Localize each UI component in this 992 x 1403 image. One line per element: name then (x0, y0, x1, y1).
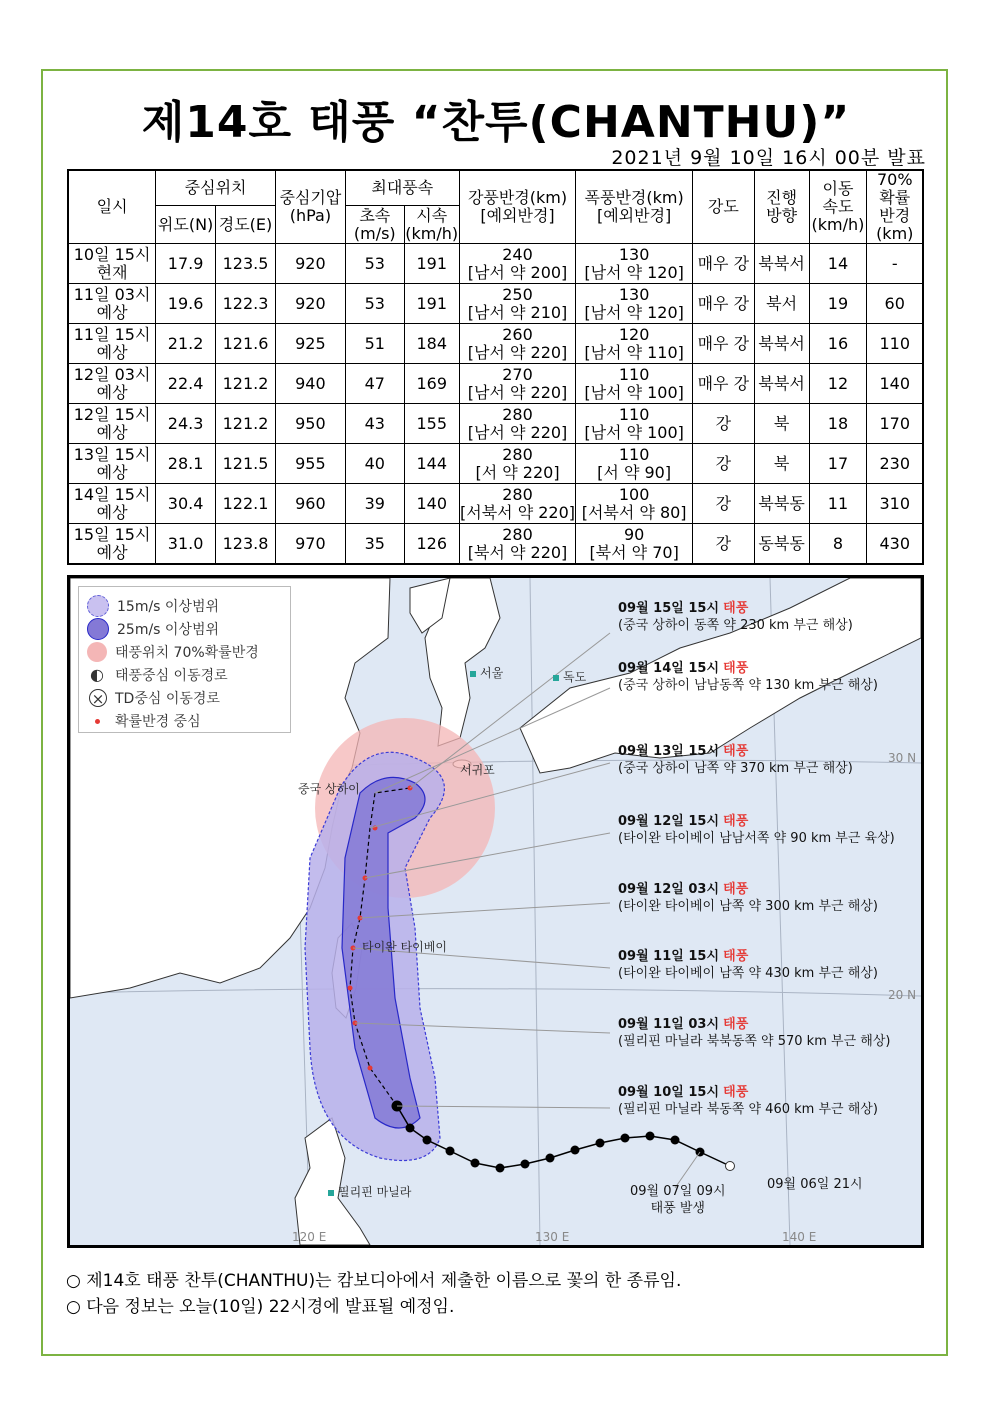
marker-icon (553, 675, 559, 681)
legend-item (87, 618, 219, 640)
time-cell: 10일 15시 현재 (68, 244, 156, 284)
pressure-cell: 960 (275, 484, 345, 524)
place-manila: 필리핀 마닐라 (328, 1183, 411, 1200)
direction-cell: 북북서 (754, 364, 809, 404)
direction-cell: 북서 (754, 284, 809, 324)
prob-radius-cell: 310 (867, 484, 923, 524)
time-cell: 12일 03시 예상 (68, 364, 156, 404)
speed-cell: 17 (809, 444, 867, 484)
prob-radius-cell: 430 (867, 524, 923, 565)
genesis-label: 09월 07일 09시 태풍 발생 (630, 1184, 726, 1216)
grid-label-30n: 30 N (888, 751, 917, 765)
storm-radius-cell: 130 [남서 약 120] (576, 284, 693, 324)
map-legend (78, 586, 291, 733)
wind15-circle-icon (87, 595, 109, 617)
typhoon-symbol-icon (446, 1147, 455, 1156)
grid-lon-130 (530, 578, 540, 1245)
header-direction: 진행 방향 (754, 170, 809, 244)
note-next-release: ○ 다음 정보는 오늘(10일) 22시경에 발표될 예정임. (66, 1297, 455, 1317)
strong-radius-cell: 260 [남서 약 220] (459, 324, 576, 364)
header-strong-radius: 강풍반경(km) [예외반경] (459, 170, 576, 244)
lon-cell: 123.8 (216, 524, 276, 565)
red-dot-icon (368, 1066, 373, 1071)
intensity-cell: 매우 강 (692, 244, 754, 284)
table-row (68, 324, 923, 364)
place-seogwipo: 서귀포 (460, 763, 495, 777)
time-cell: 12일 15시 예상 (68, 404, 156, 444)
pressure-cell: 970 (275, 524, 345, 565)
grid-lat-20 (70, 989, 921, 996)
wind-ms-cell: 51 (345, 324, 404, 364)
legend-item (87, 687, 220, 709)
page-title: 제14호 태풍 “찬투(CHANTHU)” (141, 97, 851, 148)
header-speed: 이동 속도 (km/h) (809, 170, 867, 244)
legend-label: 15m/s 이상범위 (117, 599, 220, 615)
marker-icon (470, 671, 476, 677)
red-dot-icon (348, 986, 353, 991)
intensity-cell: 매우 강 (692, 324, 754, 364)
wind-ms-cell: 47 (345, 364, 404, 404)
header-time: 일시 (68, 170, 156, 244)
forecast-position-label: 09월 12일 03시 태풍 (타이완 타이베이 남쪽 약 300 km 부근 해상) (618, 882, 878, 914)
forecast-position-label: 09월 13일 15시 태풍 (중국 상하이 남쪽 약 370 km 부근 해상) (618, 744, 853, 776)
wind-kmh-cell: 140 (404, 484, 459, 524)
speed-cell: 18 (809, 404, 867, 444)
storm-radius-cell: 130 [남서 약 120] (576, 244, 693, 284)
td-circle-x-icon: × (89, 689, 107, 707)
legend-item (87, 664, 228, 686)
intensity-cell: 매우 강 (692, 284, 754, 324)
header-intensity: 강도 (692, 170, 754, 244)
forecast-position-label: 09월 11일 03시 태풍 (필리핀 마닐라 북북동쪽 약 570 km 부근 해상) (618, 1017, 891, 1049)
lat-cell: 19.6 (156, 284, 216, 324)
intensity-cell: 매우 강 (692, 364, 754, 404)
typhoon-symbol-icon (521, 1160, 530, 1169)
prob70-circle-icon (87, 642, 107, 662)
wind-kmh-cell: 144 (404, 444, 459, 484)
prob-radius-cell: 230 (867, 444, 923, 484)
wind-kmh-cell: 155 (404, 404, 459, 444)
forecast-position-label: 09월 12일 15시 태풍 (타이완 타이베이 남남서쪽 약 90 km 부근 육상) (618, 814, 895, 846)
grid-label-130e: 130 E (535, 1230, 570, 1244)
storm-radius-cell: 110 [남서 약 100] (576, 364, 693, 404)
strong-radius-cell: 280 [서 약 220] (459, 444, 576, 484)
lat-cell: 24.3 (156, 404, 216, 444)
strong-radius-cell: 280 [남서 약 220] (459, 404, 576, 444)
legend-item (87, 595, 219, 617)
header-storm-radius: 폭풍반경(km) [예외반경] (576, 170, 693, 244)
typhoon-track-map (67, 575, 924, 1248)
strong-radius-cell: 240 [남서 약 200] (459, 244, 576, 284)
lon-cell: 121.6 (216, 324, 276, 364)
typhoon-symbol-icon: ◐ (90, 665, 104, 684)
speed-cell: 8 (809, 524, 867, 565)
strong-radius-cell: 280 [서북서 약 220] (460, 484, 576, 522)
notes (66, 1268, 681, 1320)
wind-ms-cell: 53 (345, 244, 404, 284)
storm-radius-cell: 100 [서북서 약 80] (576, 484, 693, 524)
typhoon-symbol-icon (546, 1154, 555, 1163)
legend-item (87, 710, 201, 732)
storm-radius-cell: 90 [북서 약 70] (576, 524, 693, 565)
storm-radius-cell: 110 [남서 약 100] (576, 404, 693, 444)
direction-cell: 동북동 (754, 524, 809, 565)
wind-kmh-cell: 169 (404, 364, 459, 404)
wind-ms-cell: 39 (345, 484, 404, 524)
header-kmh: 시속 (km/h) (405, 205, 459, 243)
direction-cell: 북 (754, 444, 809, 484)
speed-cell: 12 (809, 364, 867, 404)
lat-cell: 28.1 (156, 444, 216, 484)
legend-label: 태풍중심 이동경로 (115, 668, 228, 684)
forecast-table (67, 169, 924, 565)
lon-cell: 122.3 (216, 284, 276, 324)
lon-cell: 121.2 (216, 364, 276, 404)
grid-label-140e: 140 E (782, 1230, 817, 1244)
grid-label-120e: 120 E (292, 1230, 327, 1244)
wind-kmh-cell: 126 (404, 524, 459, 565)
table-row (68, 284, 923, 324)
intensity-cell: 강 (692, 524, 754, 565)
speed-cell: 19 (809, 284, 867, 324)
wind-ms-cell: 40 (345, 444, 404, 484)
table-row (68, 484, 923, 524)
prob-radius-cell: 140 (867, 364, 923, 404)
header-pressure: 중심기압 (hPa) (275, 170, 345, 244)
storm-radius-cell: 120 [남서 약 110] (576, 324, 693, 364)
intensity-cell: 강 (692, 444, 754, 484)
pressure-cell: 920 (275, 244, 345, 284)
direction-cell: 북 (754, 404, 809, 444)
wind-kmh-cell: 184 (404, 324, 459, 364)
direction-cell: 북북동 (754, 484, 809, 524)
td-circle-x-icon (726, 1162, 735, 1171)
speed-cell: 16 (809, 324, 867, 364)
table-row (68, 524, 923, 565)
table-row (68, 244, 923, 284)
place-taipei: 타이완 타이베이 (362, 940, 447, 954)
pressure-cell: 950 (275, 404, 345, 444)
typhoon-symbol-icon (423, 1136, 432, 1145)
wind25-circle-icon (87, 618, 109, 640)
strong-radius-cell: 270 [남서 약 220] (459, 364, 576, 404)
place-shanghai: 중국 상하이 (298, 782, 360, 796)
typhoon-symbol-icon (406, 1124, 415, 1133)
typhoon-symbol-icon (496, 1164, 505, 1173)
lat-cell: 22.4 (156, 364, 216, 404)
legend-label: 태풍위치 70%확률반경 (115, 645, 259, 661)
typhoon-symbol-icon (646, 1132, 655, 1141)
direction-cell: 북북서 (754, 244, 809, 284)
typhoon-symbol-icon (596, 1139, 605, 1148)
wind-ms-cell: 53 (345, 284, 404, 324)
typhoon-symbol-icon (571, 1146, 580, 1155)
forecast-position-label: 09월 10일 15시 태풍 (필리핀 마닐라 북동쪽 약 460 km 부근 해상) (618, 1085, 878, 1117)
place-dokdo: 독도 (553, 668, 586, 685)
lon-cell: 121.5 (216, 444, 276, 484)
header-maxwind: 최대풍속 (345, 170, 459, 206)
marker-icon (328, 1190, 334, 1196)
legend-item (87, 641, 259, 663)
direction-cell: 북북서 (754, 324, 809, 364)
legend-label: TD중심 이동경로 (115, 691, 220, 707)
lat-cell: 21.2 (156, 324, 216, 364)
grid-label-20n: 20 N (888, 988, 917, 1002)
table-row (68, 364, 923, 404)
header-prob-radius: 70% 확률 반경 (km) (867, 170, 923, 244)
pressure-cell: 920 (275, 284, 345, 324)
prob-radius-cell: 60 (867, 284, 923, 324)
red-dot-icon (87, 711, 107, 731)
prob-radius-cell: - (867, 244, 923, 284)
time-cell: 13일 15시 예상 (68, 444, 156, 484)
table-row (68, 404, 923, 444)
pressure-cell: 955 (275, 444, 345, 484)
lon-cell: 123.5 (216, 244, 276, 284)
header-lon: 경도(E) (216, 206, 276, 244)
time-cell: 15일 15시 예상 (68, 524, 156, 565)
prob-radius-cell: 170 (867, 404, 923, 444)
pressure-cell: 925 (275, 324, 345, 364)
strong-radius-cell: 280 [북서 약 220] (459, 524, 576, 565)
intensity-cell: 강 (692, 404, 754, 444)
issue-datetime: 2021년 9월 10일 16시 00분 발표 (611, 147, 926, 169)
header-ms: 초속 (m/s) (345, 206, 404, 244)
note-name-origin: ○ 제14호 태풍 찬투(CHANTHU)는 캄보디아에서 제출한 이름으로 꽃의 한 종류임. (66, 1271, 682, 1291)
lat-cell: 31.0 (156, 524, 216, 565)
typhoon-symbol-icon (471, 1159, 480, 1168)
lat-cell: 17.9 (156, 244, 216, 284)
lat-cell: 30.4 (156, 484, 216, 524)
wind-ms-cell: 43 (345, 404, 404, 444)
forecast-position-label: 09월 15일 15시 태풍 (중국 상하이 동쪽 약 230 km 부근 해상) (618, 601, 853, 633)
intensity-cell: 강 (692, 484, 754, 524)
lon-cell: 122.1 (216, 484, 276, 524)
typhoon-symbol-icon (621, 1134, 630, 1143)
wind-kmh-cell: 191 (404, 244, 459, 284)
legend-label: 확률반경 중심 (115, 714, 201, 730)
header-lat: 위도(N) (156, 206, 216, 244)
storm-radius-cell: 110 [서 약 90] (576, 444, 693, 484)
speed-cell: 14 (809, 244, 867, 284)
prob-radius-cell: 110 (867, 324, 923, 364)
place-seoul: 서울 (470, 664, 503, 681)
lon-cell: 121.2 (216, 404, 276, 444)
forecast-position-label: 09월 14일 15시 태풍 (중국 상하이 남남동쪽 약 130 km 부근 해상) (618, 661, 878, 693)
legend-label: 25m/s 이상범위 (117, 622, 220, 638)
time-cell: 14일 15시 예상 (68, 484, 156, 524)
time-cell: 11일 15시 예상 (68, 324, 156, 364)
wind-kmh-cell: 191 (404, 284, 459, 324)
start-label: 09월 06일 21시 (767, 1177, 863, 1192)
time-cell: 11일 03시 예상 (68, 284, 156, 324)
speed-cell: 11 (809, 484, 867, 524)
forecast-position-label: 09월 11일 15시 태풍 (타이완 타이베이 남쪽 약 430 km 부근 해상) (618, 949, 878, 981)
typhoon-symbol-icon (671, 1136, 680, 1145)
strong-radius-cell: 250 [남서 약 210] (459, 284, 576, 324)
pressure-cell: 940 (275, 364, 345, 404)
header-center: 중심위치 (156, 170, 276, 206)
wind-ms-cell: 35 (345, 524, 404, 565)
table-row (68, 444, 923, 484)
